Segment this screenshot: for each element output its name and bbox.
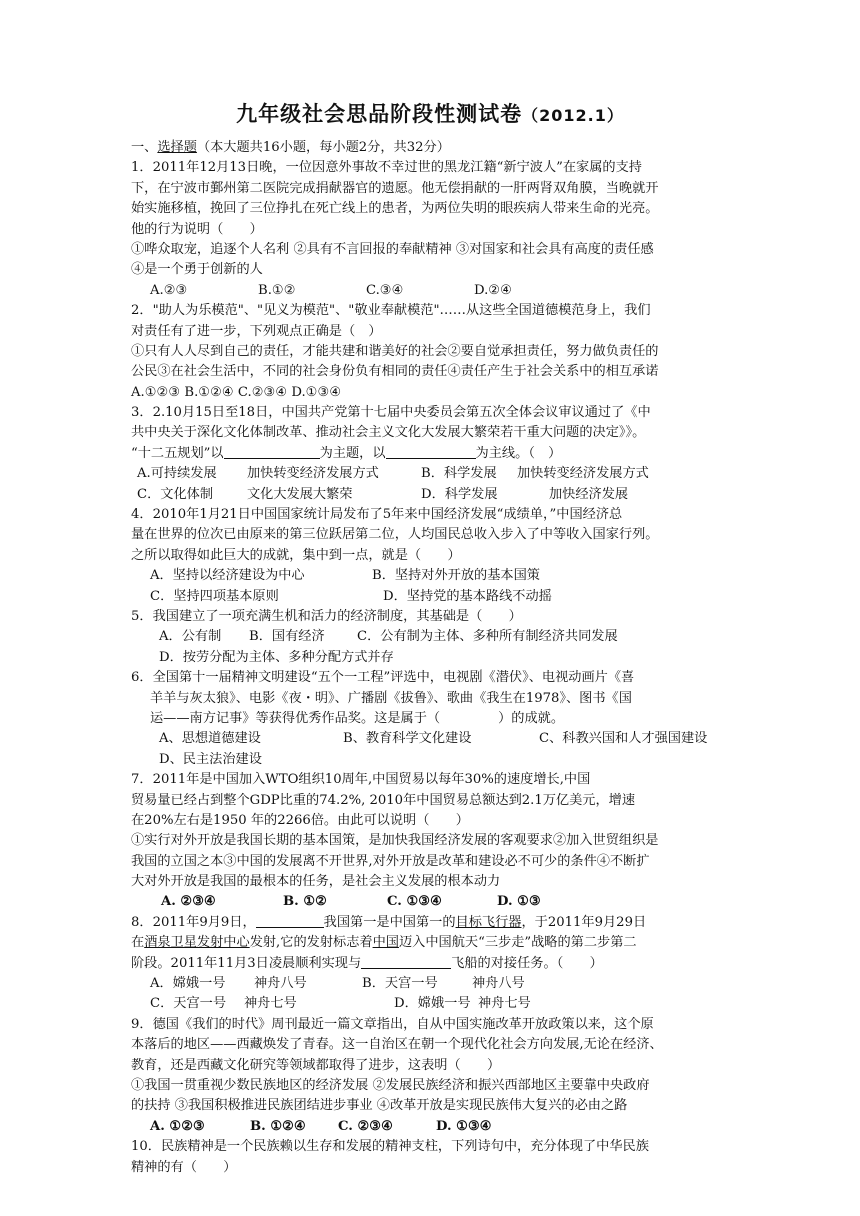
- q9-line-3: 教育，还是西藏文化研究等领域都取得了进步，这表明（ ）: [131, 1057, 501, 1073]
- q9-option-a: A. ①②③: [150, 1118, 205, 1134]
- q8-text-f: 发射,它的发射标志着: [249, 935, 373, 951]
- q3-option-d: D．科学发展: [421, 486, 498, 502]
- q8-text-e: 在: [131, 935, 145, 951]
- q6-text-a: 运——南方记事》等获得优秀作品奖。这是属于（: [150, 710, 441, 726]
- q3-options-cd: [131, 485, 735, 505]
- q7-line-2: 贸易量已经占到整个GDP比重的74.2%, 2010年中国贸易总额达到2.1万亿美元，增速: [131, 792, 636, 808]
- q8-text-i: 飞船的对接任务。（ ）: [451, 955, 603, 971]
- q8-link-launch-center: 酒泉卫星发射中心: [144, 935, 250, 951]
- q8-text-a: 8．2011年9月9日，: [131, 914, 256, 930]
- q6-option-a: A、思想道德建设: [159, 731, 261, 747]
- q1-option-a: A.②③: [150, 282, 188, 298]
- q9-option-b: B. ①②④: [250, 1118, 306, 1134]
- q8-option-b-2: 神舟八号: [472, 976, 525, 992]
- q8-line-1: [131, 913, 735, 933]
- q5-option-a: A．公有制: [159, 629, 222, 645]
- q9-option-d: D. ①③④: [436, 1118, 492, 1134]
- q8-line-2: [131, 933, 735, 953]
- q8-option-c: C．天宫一号: [150, 996, 227, 1012]
- q3-line-1: 3．2.10月15日至18日，中国共产党第十七届中央委员会第五次全体会议审议通过了《中: [131, 405, 651, 421]
- q4-options-ab: [131, 566, 735, 586]
- q2-line-3: ①只有人人尽到自己的责任，才能共建和谐美好的社会②要自觉承担责任，努力做负责任的: [131, 343, 659, 359]
- q3-text-a: “十二五规划”以: [131, 445, 224, 461]
- exam-content: [131, 138, 735, 1178]
- section-header: [131, 138, 735, 158]
- q3-option-c: C．文化体制: [137, 486, 214, 502]
- q1-line-2: 下，在宁波市鄞州第二医院完成捐献器官的遗愿。他无偿捐献的一肝两肾双角膜，当晚就开: [131, 180, 659, 196]
- q8-text-b: 我国第一是中国第一的: [323, 914, 456, 930]
- section-name: 选择题: [157, 140, 197, 155]
- q6-option-d: D、民主法治建设: [159, 751, 262, 767]
- q8-text-d: ，于2011年9月29日: [521, 914, 647, 930]
- q6-line-1: 6．全国第十一届精神文明建设“五个一工程”评选中，电视剧《潜伏》、电视动画片《喜: [131, 670, 635, 686]
- q9-options: [131, 1117, 735, 1137]
- q3-options-ab: [131, 464, 735, 484]
- q3-option-c-2: 文化大发展大繁荣: [247, 486, 353, 502]
- q8-options-ab: [131, 974, 735, 994]
- q7-options: [131, 892, 735, 912]
- q7-option-a: A. ②③④: [161, 894, 216, 910]
- q6-text-b: ）的成就。: [498, 710, 565, 726]
- q4-line-3: 之所以取得如此巨大的成就，集中到一点，就是（ ）: [131, 547, 461, 563]
- q7-line-3: 在20%左右是1950 年的2266倍。由此可以说明（ ）: [131, 812, 469, 828]
- q4-option-a: A．坚持以经济建设为中心: [150, 568, 305, 584]
- q3-option-d-2: 加快经济发展: [549, 486, 629, 502]
- q4-options-cd: [131, 587, 735, 607]
- q7-line-5: 我国的立国之本③中国的发展离不开世界,对外开放是改革和建设必不可少的条件④不断扩: [131, 853, 650, 869]
- q4-option-b: B．坚持对外开放的基本国策: [372, 568, 540, 584]
- q1-option-b: B.①②: [258, 282, 296, 298]
- q3-option-a-2: 加快转变经济发展方式: [247, 466, 379, 482]
- q7-option-b: B. ①②: [283, 894, 327, 910]
- q7-option-c: C. ①③④: [387, 894, 442, 910]
- q7-line-4: ①实行对外开放是我国长期的基本国策，是加快我国经济发展的客观要求②加入世贸组织是: [131, 833, 659, 849]
- answer-blank: [361, 954, 451, 969]
- q1-line-4: 他的行为说明（ ）: [131, 221, 263, 237]
- q7-line-6: 大对外开放是我国的最根本的任务，是社会主义发展的根本动力: [131, 874, 501, 890]
- q8-line-3: [131, 954, 735, 974]
- q6-options-abc: [131, 729, 735, 749]
- q5-option-c: C．公有制为主体、多种所有制经济共同发展: [357, 629, 618, 645]
- q1-option-c: C.③④: [366, 282, 404, 298]
- answer-blank: [224, 444, 320, 459]
- title-text: 九年级社会思品阶段性测试卷: [236, 102, 523, 126]
- q3-option-b: B．科学发展: [421, 466, 497, 482]
- q4-option-d: D．坚持党的基本路线不动摇: [383, 588, 552, 604]
- title-date: （2012.1）: [522, 106, 624, 125]
- q2-line-4: 公民③在社会生活中，不同的社会身份负有相同的责任④责任产生于社会关系中的相互承诺: [131, 364, 659, 380]
- q9-line-4: ①我国一贯重视少数民族地区的经济发展 ②发展民族经济和振兴西部地区主要靠中央政府: [131, 1077, 650, 1093]
- q3-text-b: 为主题，以: [319, 445, 386, 461]
- q6-option-c: C、科教兴国和人才强国建设: [539, 731, 708, 747]
- q3-text-c: 为主线。（ ）: [475, 445, 562, 461]
- q1-option-d: D.②④: [474, 282, 512, 298]
- q7-option-d: D. ①③: [497, 894, 541, 910]
- q1-line-1: 1．2011年12月13日晚，一位因意外事故不幸过世的黑龙江籍“新宁波人”在家属的支持: [131, 160, 642, 176]
- q8-option-d-2: 神舟七号: [478, 996, 531, 1012]
- section-note: （本大题共16小题，每小题2分，共32分）: [196, 140, 450, 155]
- q1-line-3: 始实施移植，挽回了三位挣扎在死亡线上的患者，为两位失明的眼疾病人带来生命的光亮。: [131, 201, 659, 217]
- q10-line-2: 精神的有（ ）: [131, 1159, 237, 1175]
- q1-options: [131, 281, 735, 301]
- q5-option-d: D．按劳分配为主体、多种分配方式并存: [159, 649, 394, 665]
- q2-line-1: 2．"助人为乐模范"、"见义为模范"、"敬业奉献模范"……从这些全国道德模范身上，我们: [131, 303, 651, 319]
- q8-option-a-2: 神舟八号: [254, 976, 307, 992]
- q4-line-2: 量在世界的位次已由原来的第三位跃居第二位，人均国民总收入步入了中等收入国家行列。: [131, 527, 659, 543]
- q8-text-h: 阶段。2011年11月3日凌晨顺利实现与: [131, 955, 362, 971]
- q8-option-a: A．嫦娥一号: [150, 976, 226, 992]
- q8-link-target-vehicle: 目标飞行器: [455, 914, 522, 930]
- q2-line-2: 对责任有了进一步，下列观点正确是（ ）: [131, 323, 382, 339]
- q7-line-1: 7．2011年是中国加入WTO组织10周年,中国贸易以每年30%的速度增长,中国: [131, 772, 591, 788]
- q8-text-g: 迈入中国航天“三步走”战略的第二步第二: [398, 935, 637, 951]
- q8-link-china: 中国: [372, 935, 399, 951]
- q6-line-2: 羊羊与灰太狼》、电影《夜・明》、广播剧《拔鲁》、歌曲《我生在1978》、图书《国: [150, 690, 632, 706]
- q8-options-cd: [131, 994, 735, 1014]
- q9-line-2: 本落后的地区——西藏焕发了青春。这一自治区在朝一个现代化社会方向发展,无论在经济、: [131, 1037, 663, 1053]
- q1-line-6: ④是一个勇于创新的人: [131, 262, 263, 278]
- q4-option-c: C．坚持四项基本原则: [150, 588, 279, 604]
- q3-option-b-2: 加快转变经济发展方式: [517, 466, 649, 482]
- q8-option-b: B．天宫一号: [362, 976, 438, 992]
- q9-line-1: 9．德国《我们的时代》周刊最近一篇文章指出，自从中国实施改革开放政策以来，这个原: [131, 1016, 654, 1032]
- q5-line-1: 5．我国建立了一项充满生机和活力的经济制度，其基础是（ ）: [131, 608, 522, 624]
- q3-line-3: [131, 444, 735, 464]
- q6-option-b: B、教育科学文化建设: [343, 731, 472, 747]
- answer-blank: [256, 913, 324, 928]
- q4-line-1: 4．2010年1月21日中国国家统计局发布了5年来中国经济发展“成绩单，”中国经济总: [131, 507, 623, 523]
- q5-options-abc: [131, 627, 735, 647]
- q10-line-1: 10．民族精神是一个民族赖以生存和发展的精神支柱，下列诗句中，充分体现了中华民族: [131, 1139, 649, 1155]
- q2-options: A.①②③ B.①②④ C.②③④ D.①③④: [131, 384, 342, 400]
- q8-option-c-2: 神舟七号: [244, 996, 297, 1012]
- q6-line-3: [131, 709, 735, 729]
- section-prefix: 一、: [131, 140, 158, 155]
- q5-option-b: B．国有经济: [249, 629, 325, 645]
- q1-line-5: ①哗众取宠，追逐个人名利 ②具有不言回报的奉献精神 ③对国家和社会具有高度的责任感: [131, 241, 654, 257]
- q3-option-a: A.可持续发展: [137, 466, 217, 482]
- answer-blank: [386, 444, 476, 459]
- q9-line-5: 的扶持 ③我国积极推进民族团结进步事业 ④改革开放是实现民族伟大复兴的必由之路: [131, 1098, 628, 1114]
- q3-line-2: 共中央关于深化文化体制改革、推动社会主义文化大发展大繁荣若干重大问题的决定》》。: [131, 425, 646, 441]
- exam-title: [0, 98, 860, 128]
- q9-option-c: C. ②③④: [338, 1118, 393, 1134]
- q8-option-d: D．嫦娥一号: [394, 996, 471, 1012]
